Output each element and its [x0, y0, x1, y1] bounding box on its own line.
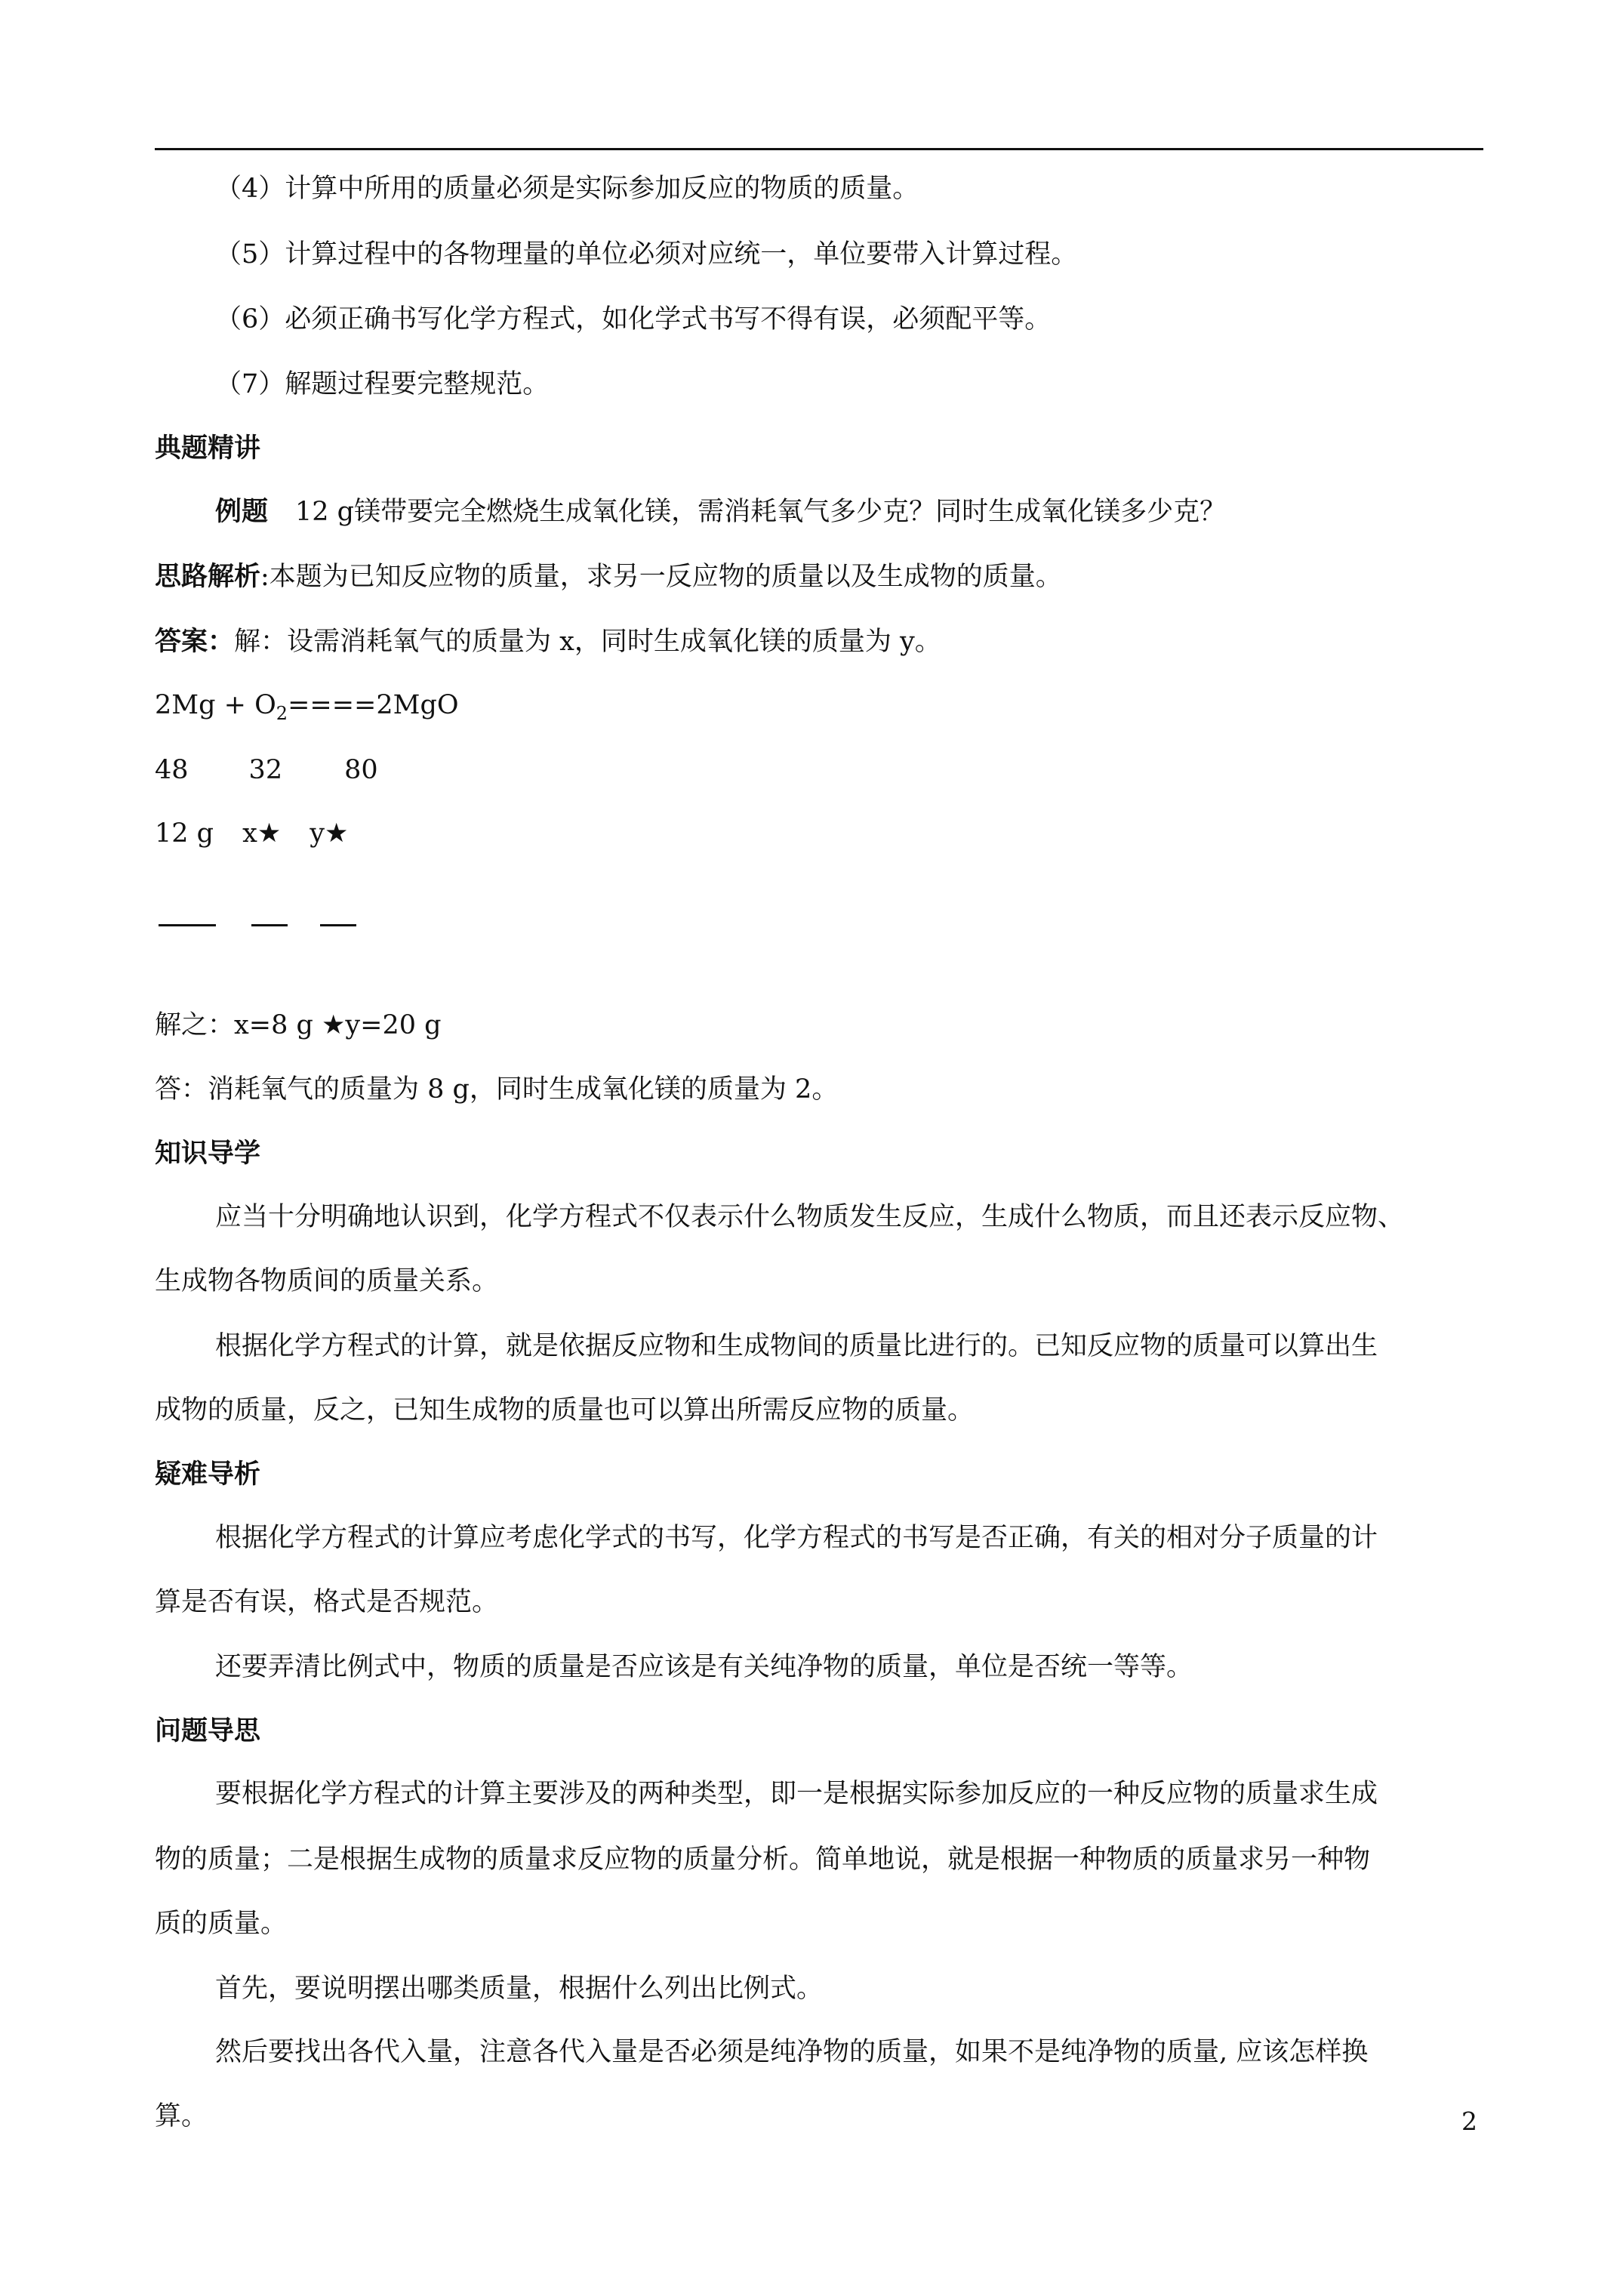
- known-b: x★: [242, 818, 282, 849]
- known-c: y★: [310, 818, 349, 849]
- note-4: （4）计算中所用的质量必须是实际参加反应的物质的质量。: [215, 174, 919, 204]
- example-question: [215, 495, 1226, 529]
- example-question-text: 12 g镁带要完全燃烧生成氧化镁，需消耗氧气多少克？同时生成氧化镁多少克？: [295, 497, 1227, 527]
- ratio-row: [155, 754, 378, 787]
- note-7: （7）解题过程要完整规范。: [215, 369, 550, 399]
- fraction-bar-1: [159, 924, 216, 926]
- known-a: 12 g: [155, 818, 214, 849]
- equation-right: ====2MgO: [288, 690, 459, 720]
- note-6: （6）必须正确书写化学方程式，如化学式书写不得有误，必须配平等。: [215, 304, 1052, 334]
- difficulty-p1-line1: 根据化学方程式的计算应考虑化学式的书写，化学方程式的书写是否正确，有关的相对分子质量的计: [215, 1523, 1378, 1553]
- questions-p1-line1: 要根据化学方程式的计算主要涉及的两种类型，即一是根据实际参加反应的一种反应物的质量求生成: [215, 1779, 1378, 1809]
- page-number: 2: [1461, 2106, 1477, 2136]
- questions-p2: 首先，要说明摆出哪类质量，根据什么列出比例式。: [215, 1974, 824, 2004]
- equation-subscript: 2: [276, 703, 288, 724]
- final-answer: 答：消耗氧气的质量为 8 g，同时生成氧化镁的质量为 2。: [155, 1074, 839, 1105]
- example-label: 例题: [215, 497, 269, 527]
- difficulty-p2: 还要弄清比例式中，物质的质量是否应该是有关纯净物的质量，单位是否统一等等。: [215, 1652, 1193, 1682]
- known-row: [155, 817, 348, 850]
- section-heading-knowledge: 知识导学: [155, 1139, 261, 1169]
- questions-p1-line2: 物的质量；二是根据生成物的质量求反应物的质量分析。简单地说，就是根据一种物质的质量求另一种物: [155, 1845, 1371, 1875]
- section-heading-example: 典题精讲: [155, 433, 261, 464]
- knowledge-p2-line2: 成物的质量，反之，已知生成物的质量也可以算出所需反应物的质量。: [155, 1395, 975, 1425]
- analysis-text: :本题为已知反应物的质量，求另一反应物的质量以及生成物的质量。: [260, 562, 1062, 592]
- analysis-label: 思路解析: [155, 562, 261, 592]
- equation-left: 2Mg + O: [155, 690, 276, 720]
- answer-text: 解：设需消耗氧气的质量为 x，同时生成氧化镁的质量为 y。: [234, 627, 941, 657]
- questions-p3-line1: 然后要找出各代入量，注意各代入量是否必须是纯净物的质量，如果不是纯净物的质量, 应该怎样换: [215, 2037, 1369, 2067]
- difficulty-p1-line2: 算是否有误，格式是否规范。: [155, 1587, 499, 1617]
- answer-label: 答案：: [155, 627, 235, 657]
- knowledge-p2-line1: 根据化学方程式的计算，就是依据反应物和生成物间的质量比进行的。已知反应物的质量可以算出生: [215, 1331, 1378, 1361]
- ratio-b: 32: [248, 755, 283, 785]
- knowledge-p1-line1: 应当十分明确地认识到，化学方程式不仅表示什么物质发生反应，生成什么物质，而且还表示反应物、: [215, 1202, 1405, 1232]
- analysis-line: [155, 560, 1062, 593]
- ratio-c: 80: [344, 755, 378, 785]
- note-5: （5）计算过程中的各物理量的单位必须对应统一，单位要带入计算过程。: [215, 239, 1078, 270]
- chemical-equation: [155, 689, 459, 730]
- fraction-bar-3: [320, 924, 356, 926]
- section-heading-questions: 问题导思: [155, 1716, 261, 1746]
- questions-p1-line3: 质的质量。: [155, 1909, 288, 1939]
- questions-p3-line2: 算。: [155, 2101, 208, 2131]
- section-heading-difficulty: 疑难导析: [155, 1459, 261, 1490]
- knowledge-p1-line2: 生成物各物质间的质量关系。: [155, 1266, 499, 1296]
- answer-line: [155, 625, 941, 658]
- solve-line: 解之：x=8 g ★y=20 g: [155, 1010, 442, 1040]
- header-rule: [155, 148, 1483, 150]
- fraction-bar-2: [251, 924, 288, 926]
- ratio-a: 48: [155, 755, 189, 785]
